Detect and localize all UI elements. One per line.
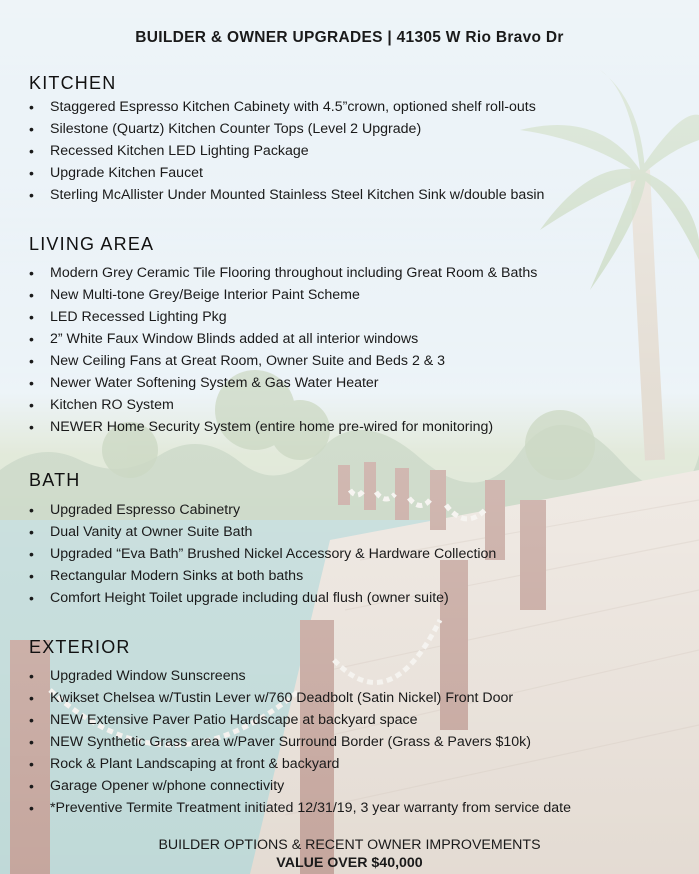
list-item: • Rectangular Modern Sinks at both baths [28,565,496,587]
list-item: • New Ceiling Fans at Great Room, Owner Suite and Beds 2 & 3 [28,350,537,372]
list-item: • Modern Grey Ceramic Tile Flooring throughout including Great Room & Baths [28,262,537,284]
footer [0,836,699,872]
list-item: • Recessed Kitchen LED Lighting Package [28,140,544,162]
section-heading-exterior: EXTERIOR [29,637,131,657]
page-title: BUILDER & OWNER UPGRADES | 41305 W Rio Bravo Dr [135,29,564,46]
list-item: • Sterling McAllister Under Mounted Stainless Steel Kitchen Sink w/double basin [28,184,544,206]
list-item: • Comfort Height Toilet upgrade including dual flush (owner suite) [28,587,496,609]
list-item: • Dual Vanity at Owner Suite Bath [28,521,496,543]
list-item: • Garage Opener w/phone connectivity [28,775,571,797]
list-item: • Newer Water Softening System & Gas Water Heater [28,372,537,394]
list-item: • 2” White Faux Window Blinds added at all interior windows [28,328,537,350]
list-item: • Silestone (Quartz) Kitchen Counter Tops (Level 2 Upgrade) [28,118,544,140]
list-item: • Rock & Plant Landscaping at front & backyard [28,753,571,775]
list-item: • Kitchen RO System [28,394,537,416]
list-item: • New Multi-tone Grey/Beige Interior Paint Scheme [28,284,537,306]
list-item: • NEW Extensive Paver Patio Hardscape at backyard space [28,709,571,731]
list-item: • Kwikset Chelsea w/Tustin Lever w/760 Deadbolt (Satin Nickel) Front Door [28,687,571,709]
section-heading-living-area: LIVING AREA [29,234,155,254]
section-heading-bath: BATH [29,470,81,490]
footer-line-options: BUILDER OPTIONS & RECENT OWNER IMPROVEMENTS [158,837,541,853]
list-item: • Upgraded Window Sunscreens [28,665,571,687]
list-item: • *Preventive Termite Treatment initiated 12/31/19, 3 year warranty from service date [28,797,571,819]
list-item: • NEW Synthetic Grass area w/Paver Surround Border (Grass & Pavers $10k) [28,731,571,753]
list-item: • Upgraded Espresso Cabinetry [28,499,496,521]
list-item: • Staggered Espresso Kitchen Cabinety with 4.5”crown, optioned shelf roll-outs [28,96,544,118]
bath-list [28,499,496,609]
list-item: • NEWER Home Security System (entire home pre-wired for monitoring) [28,416,537,438]
exterior-list [28,665,571,819]
living-area-list [28,262,537,438]
list-item: • Upgrade Kitchen Faucet [28,162,544,184]
list-item: • LED Recessed Lighting Pkg [28,306,537,328]
footer-line-value: VALUE OVER $40,000 [276,855,423,871]
kitchen-list [28,96,544,206]
section-heading-kitchen: KITCHEN [29,73,117,93]
list-item: • Upgraded “Eva Bath” Brushed Nickel Accessory & Hardware Collection [28,543,496,565]
